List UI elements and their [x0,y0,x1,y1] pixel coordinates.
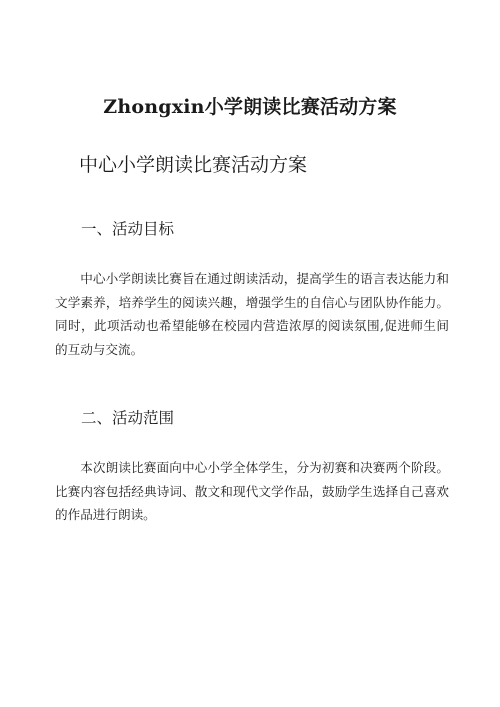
section-heading-scope: 二、活动范围 [81,409,175,427]
section-body-scope: 本次朗读比赛面向中心小学全体学生，分为初赛和决赛两个阶段。比赛内容包括经典诗词、散文和现代文学作品，鼓励学生选择自己喜欢的作品进行朗读。 [55,460,449,522]
document-subtitle: 中心小学朗读比赛活动方案 [79,154,308,176]
section-heading-goals: 一、活动目标 [81,220,175,238]
document-title: Zhongxin小学朗读比赛活动方案 [103,96,397,118]
section-body-goals: 中心小学朗读比赛旨在通过朗读活动，提高学生的语言表达能力和文学素养，培养学生的阅读兴趣，增强学生的自信心与团队协作能力。同时，此项活动也希望能够在校园内营造浓厚的阅读氛围,促进师生间的互动与交流。 [55,271,449,357]
